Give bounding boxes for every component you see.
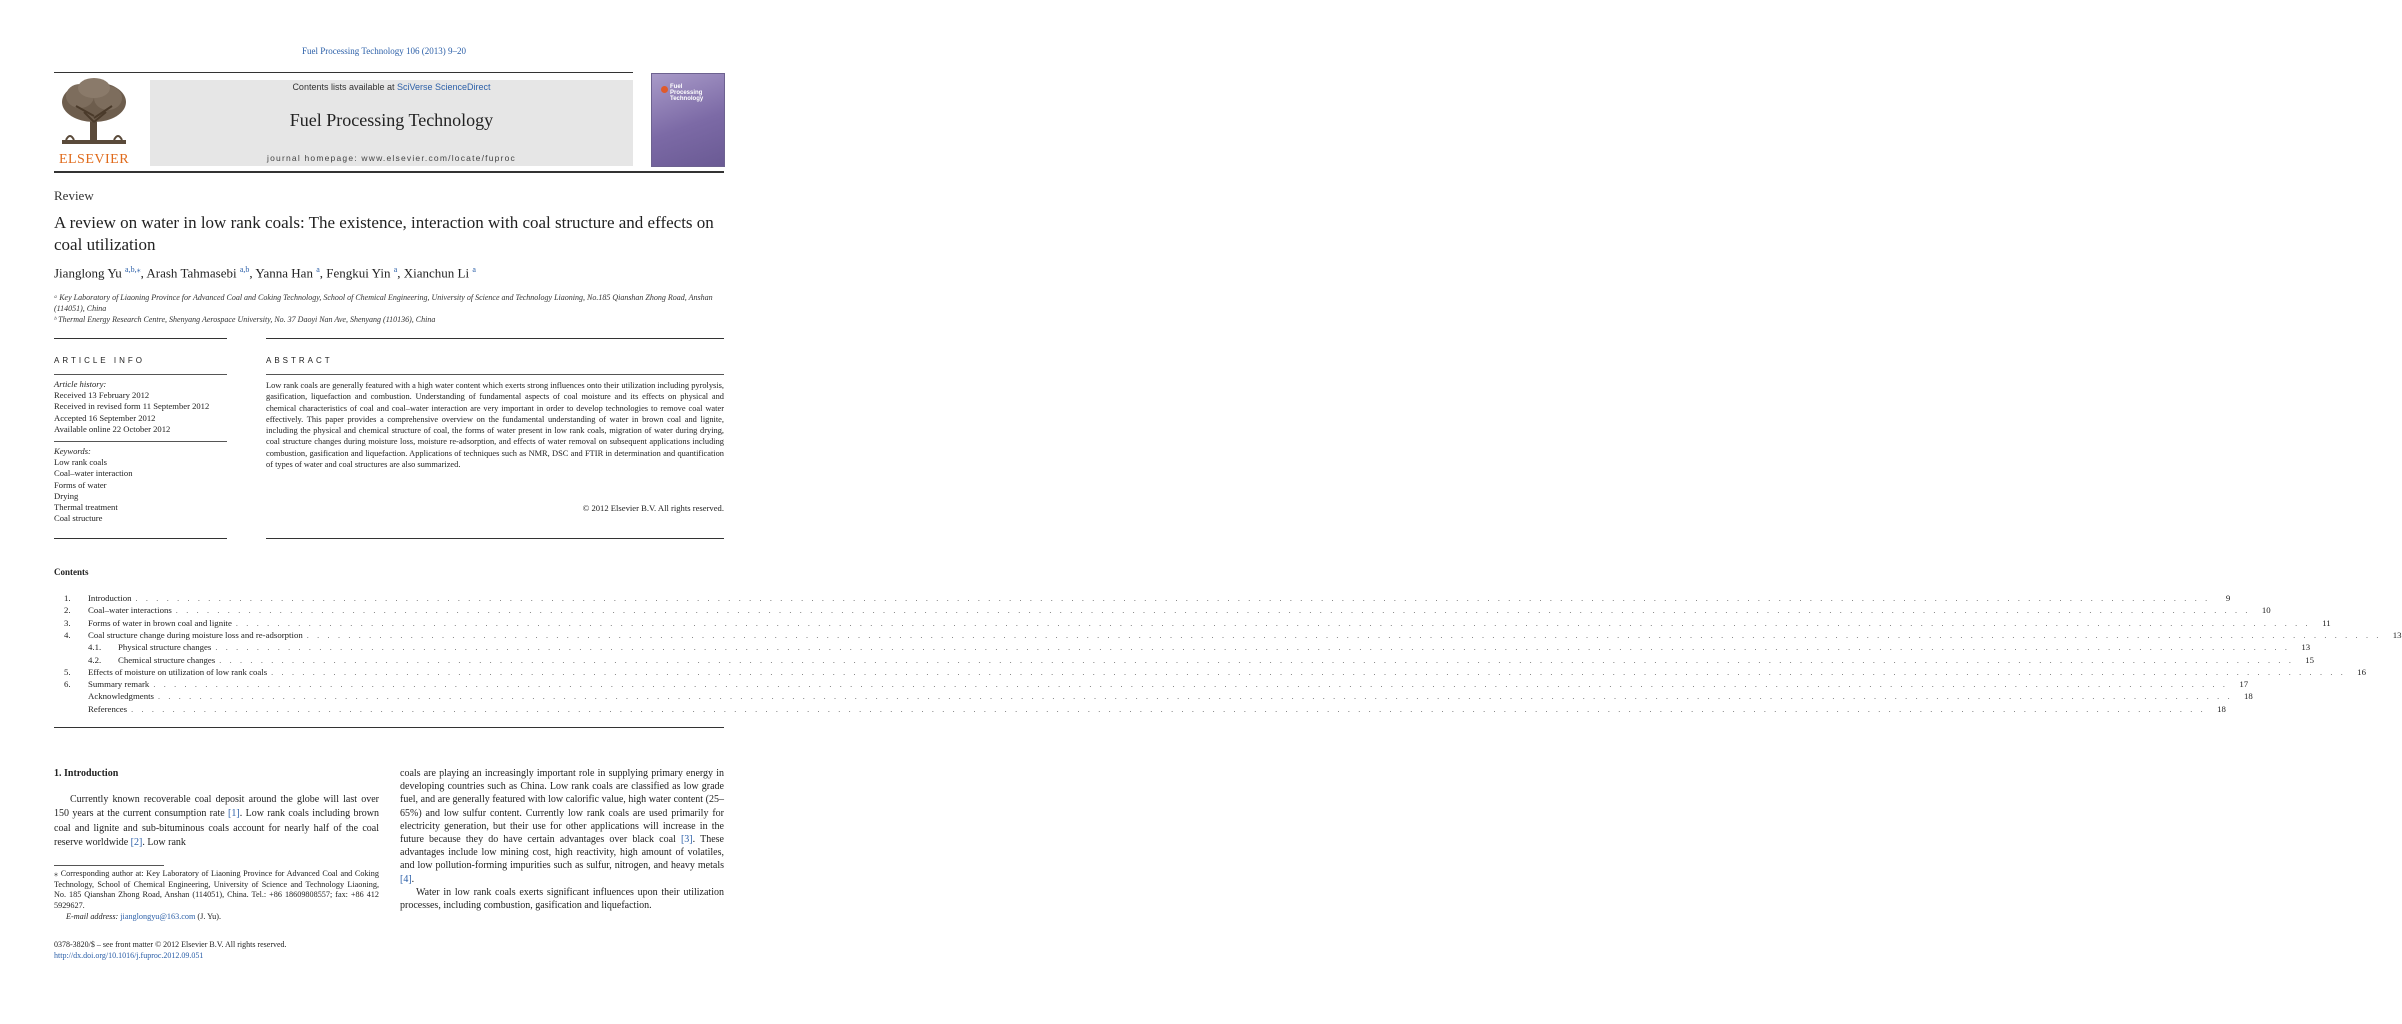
toc-title[interactable]: Effects of moisture on utilization of low rank coals [88, 667, 271, 677]
keyword: Coal–water interaction [54, 468, 133, 479]
toc-leader-dots: . . . . . . . . . . . . . . . . . . . . . . . . . . . . . . . . . . . . . . . . . . . . . . . . . . . . . . . . . . . . . . . . . . . . . . . . . . . . . . . . . . . . . . . . . . . . . . . . . . . . . . . . . . . . . . . . . . . . . . . . . . . . . . . . . . . . . . . . . . . . . . . . . . . . . . . . . . . . . . . . . . . . . . . . . . . . . . . . . . . . . . . . . . . . . . . . . . . . . . . . [157, 692, 2233, 702]
toc-number: 4.2. [88, 654, 102, 665]
toc-leader-dots: . . . . . . . . . . . . . . . . . . . . . . . . . . . . . . . . . . . . . . . . . . . . . . . . . . . . . . . . . . . . . . . . . . . . . . . . . . . . . . . . . . . . . . . . . . . . . . . . . . . . . . . . . . . . . . . . . . . . . . . . . . . . . . . . . . . . . . . . . . . . . . . . . . . . . . . . . . . . . . . . . . . . . . . . . . . . . . . . . . . . . . . . . . . . . . . . . . . . . . . . [153, 680, 2229, 690]
affiliation-a: ᵃ Key Laboratory of Liaoning Province for Advanced Coal and Coking Technology, School of Chemical Engineering, University of Science and Technology Liaoning, No.185 Qianshan Zhong Road, Anshan (114051), China [54, 293, 713, 313]
corresponding-author-footnote: ⁎ Corresponding author at: Key Laboratory of Liaoning Province for Advanced Coal and Coking Technology, School of Chemical Engineering, University of Science and Technology Liaoning, No. 185 Qianshan Zhong Road, Anshan (114051), China. Tel.: +86 18609808557; fax: +86 412 5929627. E-mail address: jianglongyu@163.com (J. Yu). [54, 869, 379, 921]
toc-page-number: 17 [2239, 679, 2249, 690]
keyword: Thermal treatment [54, 502, 118, 513]
toc-page-number: 10 [2261, 605, 2271, 616]
article-info-heading: ARTICLE INFO [54, 356, 145, 365]
journal-citation[interactable]: Fuel Processing Technology 106 (2013) 9–20 [302, 46, 466, 56]
toc-leader-dots: . . . . . . . . . . . . . . . . . . . . . . . . . . . . . . . . . . . . . . . . . . . . . . . . . . . . . . . . . . . . . . . . . . . . . . . . . . . . . . . . . . . . . . . . . . . . . . . . . . . . . . . . . . . . . . . . . . . . . . . . . . . . . . . . . . . . . . . . . . . . . . . . . . . . . . . . . . . . . . . . . . . . . . . . . . . . . . . . . . . . . . . . . . . . . . . . . . . . . . . . [135, 594, 2211, 603]
toc-page-number: 18 [2217, 703, 2226, 714]
intro-paragraph-2: Water in low rank coals exerts significant influences upon their utilization processes, including combustion, gasification and liquefaction. [400, 886, 724, 912]
history-item: Received in revised form 11 September 2012 [54, 401, 210, 412]
abstract-top-rule [266, 338, 724, 339]
info-divider [54, 374, 227, 375]
toc-number: 3. [64, 617, 71, 628]
toc-leader-dots: . . . . . . . . . . . . . . . . . . . . . . . . . . . . . . . . . . . . . . . . . . . . . . . . . . . . . . . . . . . . . . . . . . . . . . . . . . . . . . . . . . . . . . . . . . . . . . . . . . . . . . . . . . . . . . . . . . . . . . . . . . . . . . . . . . . . . . . . . . . . . . . . . . . . . . . . . . . . . . . . . . . . . . . . . . . . . . . . . . . . . . . . . . . . . . . . . . . . . . . . [131, 704, 2206, 714]
cover-title: Fuel Processing Technology [670, 84, 704, 102]
toc-number: 4.1. [88, 642, 102, 653]
history-item: Received 13 February 2012 [54, 390, 150, 401]
toc-entry[interactable] [64, 691, 2253, 703]
citation-link[interactable]: [4] [400, 873, 412, 885]
citation-link[interactable]: [1] [228, 808, 240, 820]
doi-link[interactable]: http://dx.doi.org/10.1016/j.fuproc.2012.09.051 [54, 951, 204, 960]
author-email-link[interactable]: jianglongyu@163.com [120, 911, 196, 921]
header-top-rule [54, 72, 633, 73]
cover-logo-icon [661, 86, 668, 93]
toc-title[interactable]: Summary remark [88, 679, 153, 689]
toc-entry[interactable] [64, 629, 2402, 642]
toc-title[interactable]: Chemical structure changes [118, 655, 219, 665]
toc-entry[interactable] [64, 654, 2315, 667]
elsevier-logo[interactable] [54, 76, 134, 168]
toc-title[interactable]: Acknowledgments [88, 691, 158, 701]
keyword: Forms of water [54, 479, 107, 490]
contents-heading: Contents [54, 567, 89, 577]
toc-leader-dots: . . . . . . . . . . . . . . . . . . . . . . . . . . . . . . . . . . . . . . . . . . . . . . . . . . . . . . . . . . . . . . . . . . . . . . . . . . . . . . . . . . . . . . . . . . . . . . . . . . . . . . . . . . . . . . . . . . . . . . . . . . . . . . . . . . . . . . . . . . . . . . . . . . . . . . . . . . . . . . . . . . . . . . . . . . . . . . . . . . . . . . . . . . . . . . . . . . . . . . . . [219, 655, 2295, 665]
history-item: Accepted 16 September 2012 [54, 412, 156, 423]
article-title: A review on water in low rank coals: The existence, interaction with coal structure and effects on coal utilization [54, 213, 714, 254]
footnote-rule [54, 865, 164, 866]
publication-info [54, 939, 287, 961]
toc-number: 4. [64, 629, 71, 640]
intro-paragraph-left: Currently known recoverable coal deposit around the globe will last over 150 years at the current consumption rate [1]. Low rank coals including brown coal and lignite and sub-bituminous coals account for nearly half of the coal reserve worldwide [2]. Low rank [54, 794, 379, 849]
abstract-text: Low rank coals are generally featured with a high water content which exerts strong influences onto their utilization including pyrolysis, gasification, liquefaction and combustion. Understanding of fundamental aspects of coal moisture and its effects on physical and chemical characteristics of coal and coal–water interaction are very important in order to develop technologies to remove coal water effectively. This paper provides a comprehensive overview on the fundamental understanding of water in brown coal and lignite, including the physical and chemical structure of coal, the forms of water present in low rank coals, migration of water during drying, coal structure changes during moisture loss, moisture re-adsorption, and effects of water removal on subsequent applications including combustion, gasification and liquefaction. Applications of techniques such as NMR, DSC and FTIR in determination and quantification of types of water and coal structures are also summarized. [266, 381, 724, 470]
toc-page-number: 11 [2322, 617, 2331, 628]
keyword: Drying [54, 490, 79, 501]
toc-leader-dots: . . . . . . . . . . . . . . . . . . . . . . . . . . . . . . . . . . . . . . . . . . . . . . . . . . . . . . . . . . . . . . . . . . . . . . . . . . . . . . . . . . . . . . . . . . . . . . . . . . . . . . . . . . . . . . . . . . . . . . . . . . . . . . . . . . . . . . . . . . . . . . . . . . . . . . . . . . . . . . . . . . . . . . . . . . . . . . . . . . . . . . . . . . . . . . . . . . . . . . . . [271, 667, 2346, 677]
affiliation-b: ᵇ Thermal Energy Research Centre, Shenyang Aerospace University, No. 37 Daoyi Nan Ave, Shenyang (110136), China [54, 315, 436, 324]
keyword: Low rank coals [54, 457, 107, 468]
history-item: Available online 22 October 2012 [54, 423, 171, 434]
abstract-copyright: © 2012 Elsevier B.V. All rights reserved. [582, 503, 724, 513]
citation-link[interactable]: [3] [680, 834, 693, 846]
toc-title[interactable]: Forms of water in brown coal and lignite [88, 618, 236, 628]
author-name[interactable]: Jianglong Yu [54, 265, 122, 281]
abstract-bottom-rule [266, 538, 724, 539]
abstract-divider [266, 374, 724, 375]
toc-entry[interactable] [64, 593, 2231, 605]
author-name[interactable]: Fengkui Yin [326, 265, 391, 281]
journal-title: Fuel Processing Technology [289, 110, 494, 130]
toc-entry[interactable] [64, 679, 2249, 691]
journal-banner [150, 80, 633, 166]
toc-leader-dots: . . . . . . . . . . . . . . . . . . . . . . . . . . . . . . . . . . . . . . . . . . . . . . . . . . . . . . . . . . . . . . . . . . . . . . . . . . . . . . . . . . . . . . . . . . . . . . . . . . . . . . . . . . . . . . . . . . . . . . . . . . . . . . . . . . . . . . . . . . . . . . . . . . . . . . . . . . . . . . . . . . . . . . . . . . . . . . . . . . . . . . . . . . . . . . . . . . . . . . . . [306, 630, 2382, 640]
keyword: Coal structure [54, 513, 103, 524]
contents-availability: Contents lists available at SciVerse ScienceDirect [292, 82, 491, 92]
toc-entry[interactable] [64, 617, 2331, 630]
toc-entry[interactable] [64, 703, 2226, 716]
abstract-heading: ABSTRACT [266, 356, 333, 365]
author-name[interactable]: Arash Tahmasebi [146, 265, 237, 281]
toc-title[interactable]: Coal–water interactions [88, 605, 176, 615]
toc-entry[interactable] [64, 605, 2271, 617]
header-bottom-rule [54, 171, 724, 173]
toc-page-number: 15 [2305, 654, 2315, 665]
toc-number: 1. [64, 593, 71, 603]
article-history: Article history: Received 13 February 2012 Received in revised form 11 September 2012 Accepted 16 September 2012 Available online 22 October 2012 [54, 379, 227, 435]
toc-title[interactable]: Introduction [88, 593, 136, 603]
toc-title[interactable]: References [88, 704, 131, 714]
toc-number: 2. [64, 605, 71, 616]
info-bottom-rule [54, 538, 227, 539]
citation-link[interactable]: [2] [130, 837, 143, 849]
toc-leader-dots: . . . . . . . . . . . . . . . . . . . . . . . . . . . . . . . . . . . . . . . . . . . . . . . . . . . . . . . . . . . . . . . . . . . . . . . . . . . . . . . . . . . . . . . . . . . . . . . . . . . . . . . . . . . . . . . . . . . . . . . . . . . . . . . . . . . . . . . . . . . . . . . . . . . . . . . . . . . . . . . . . . . . . . . . . . . . . . . . . . . . . . . . . . . . . . . . . . . . . . . . [175, 606, 2251, 616]
info-top-rule [54, 338, 227, 339]
article-type: Review [54, 188, 94, 203]
sciencedirect-link[interactable]: SciVerse ScienceDirect [397, 82, 491, 92]
intro-paragraph-right: coals are playing an increasingly important role in supplying primary energy in developing countries such as China. Low rank coals are classified as low grade fuel, and are generally featured with low calorific value, high water content (25–65%) and low sulfur content. Currently low rank coals are used primarily for electricity generation, but their use for other applications will increase in the future because they do have certain advantages over black coal [3]. These advantages include low mining cost, high reactivity, high amount of volatiles, and low pollution-forming impurities such as sulfur, nitrogen, and heavy metals [4]. Water in low rank coals exerts significant influences upon their utilization processes, including combustion, gasification and liquefaction. [400, 768, 725, 912]
toc-page-number: 13 [2392, 629, 2402, 640]
keywords-block: Keywords: Low rank coals Coal–water interaction Forms of water Drying Thermal treatment Coal structure [54, 446, 227, 524]
toc-page-number: 9 [2225, 593, 2231, 603]
introduction-heading: 1. Introduction [54, 768, 119, 779]
elsevier-wordmark: ELSEVIER [58, 152, 130, 167]
toc-page-number: 16 [2357, 666, 2366, 677]
author-list: Jianglong Yu $^{a,b,⁎}$, Arash Tahmasebi $^{a,b}$, Yanna Han $^a$, Fengkui Yin $^a$, Xianchun Li $^a$ [54, 265, 476, 281]
toc-leader-dots: . . . . . . . . . . . . . . . . . . . . . . . . . . . . . . . . . . . . . . . . . . . . . . . . . . . . . . . . . . . . . . . . . . . . . . . . . . . . . . . . . . . . . . . . . . . . . . . . . . . . . . . . . . . . . . . . . . . . . . . . . . . . . . . . . . . . . . . . . . . . . . . . . . . . . . . . . . . . . . . . . . . . . . . . . . . . . . . . . . . . . . . . . . . . . . . . . . . . . . . . [215, 643, 2291, 653]
toc-number: 5. [64, 666, 71, 677]
toc-entry[interactable] [64, 666, 2366, 679]
author-name[interactable]: Xianchun Li [403, 265, 470, 281]
journal-cover-image[interactable] [651, 73, 725, 167]
contents-bottom-rule [54, 727, 724, 728]
journal-homepage[interactable]: journal homepage: www.elsevier.com/locate/fuproc [267, 153, 516, 163]
issn-line: 0378-3820/$ – see front matter © 2012 Elsevier B.V. All rights reserved. [54, 940, 287, 949]
author-name[interactable]: Yanna Han [255, 265, 313, 281]
elsevier-tree-icon [54, 76, 134, 150]
toc-page-number: 18 [2243, 691, 2253, 702]
toc-title[interactable]: Physical structure changes [118, 642, 215, 652]
toc-leader-dots: . . . . . . . . . . . . . . . . . . . . . . . . . . . . . . . . . . . . . . . . . . . . . . . . . . . . . . . . . . . . . . . . . . . . . . . . . . . . . . . . . . . . . . . . . . . . . . . . . . . . . . . . . . . . . . . . . . . . . . . . . . . . . . . . . . . . . . . . . . . . . . . . . . . . . . . . . . . . . . . . . . . . . . . . . . . . . . . . . . . . . . . . . . . . . . . . . . . . . . . . [235, 618, 2311, 628]
toc-number: 6. [64, 679, 71, 690]
toc-entry[interactable] [64, 642, 2311, 654]
keywords-divider [54, 441, 227, 442]
toc-title[interactable]: Coal structure change during moisture loss and re-adsorption [88, 630, 307, 640]
toc-page-number: 13 [2301, 642, 2311, 653]
